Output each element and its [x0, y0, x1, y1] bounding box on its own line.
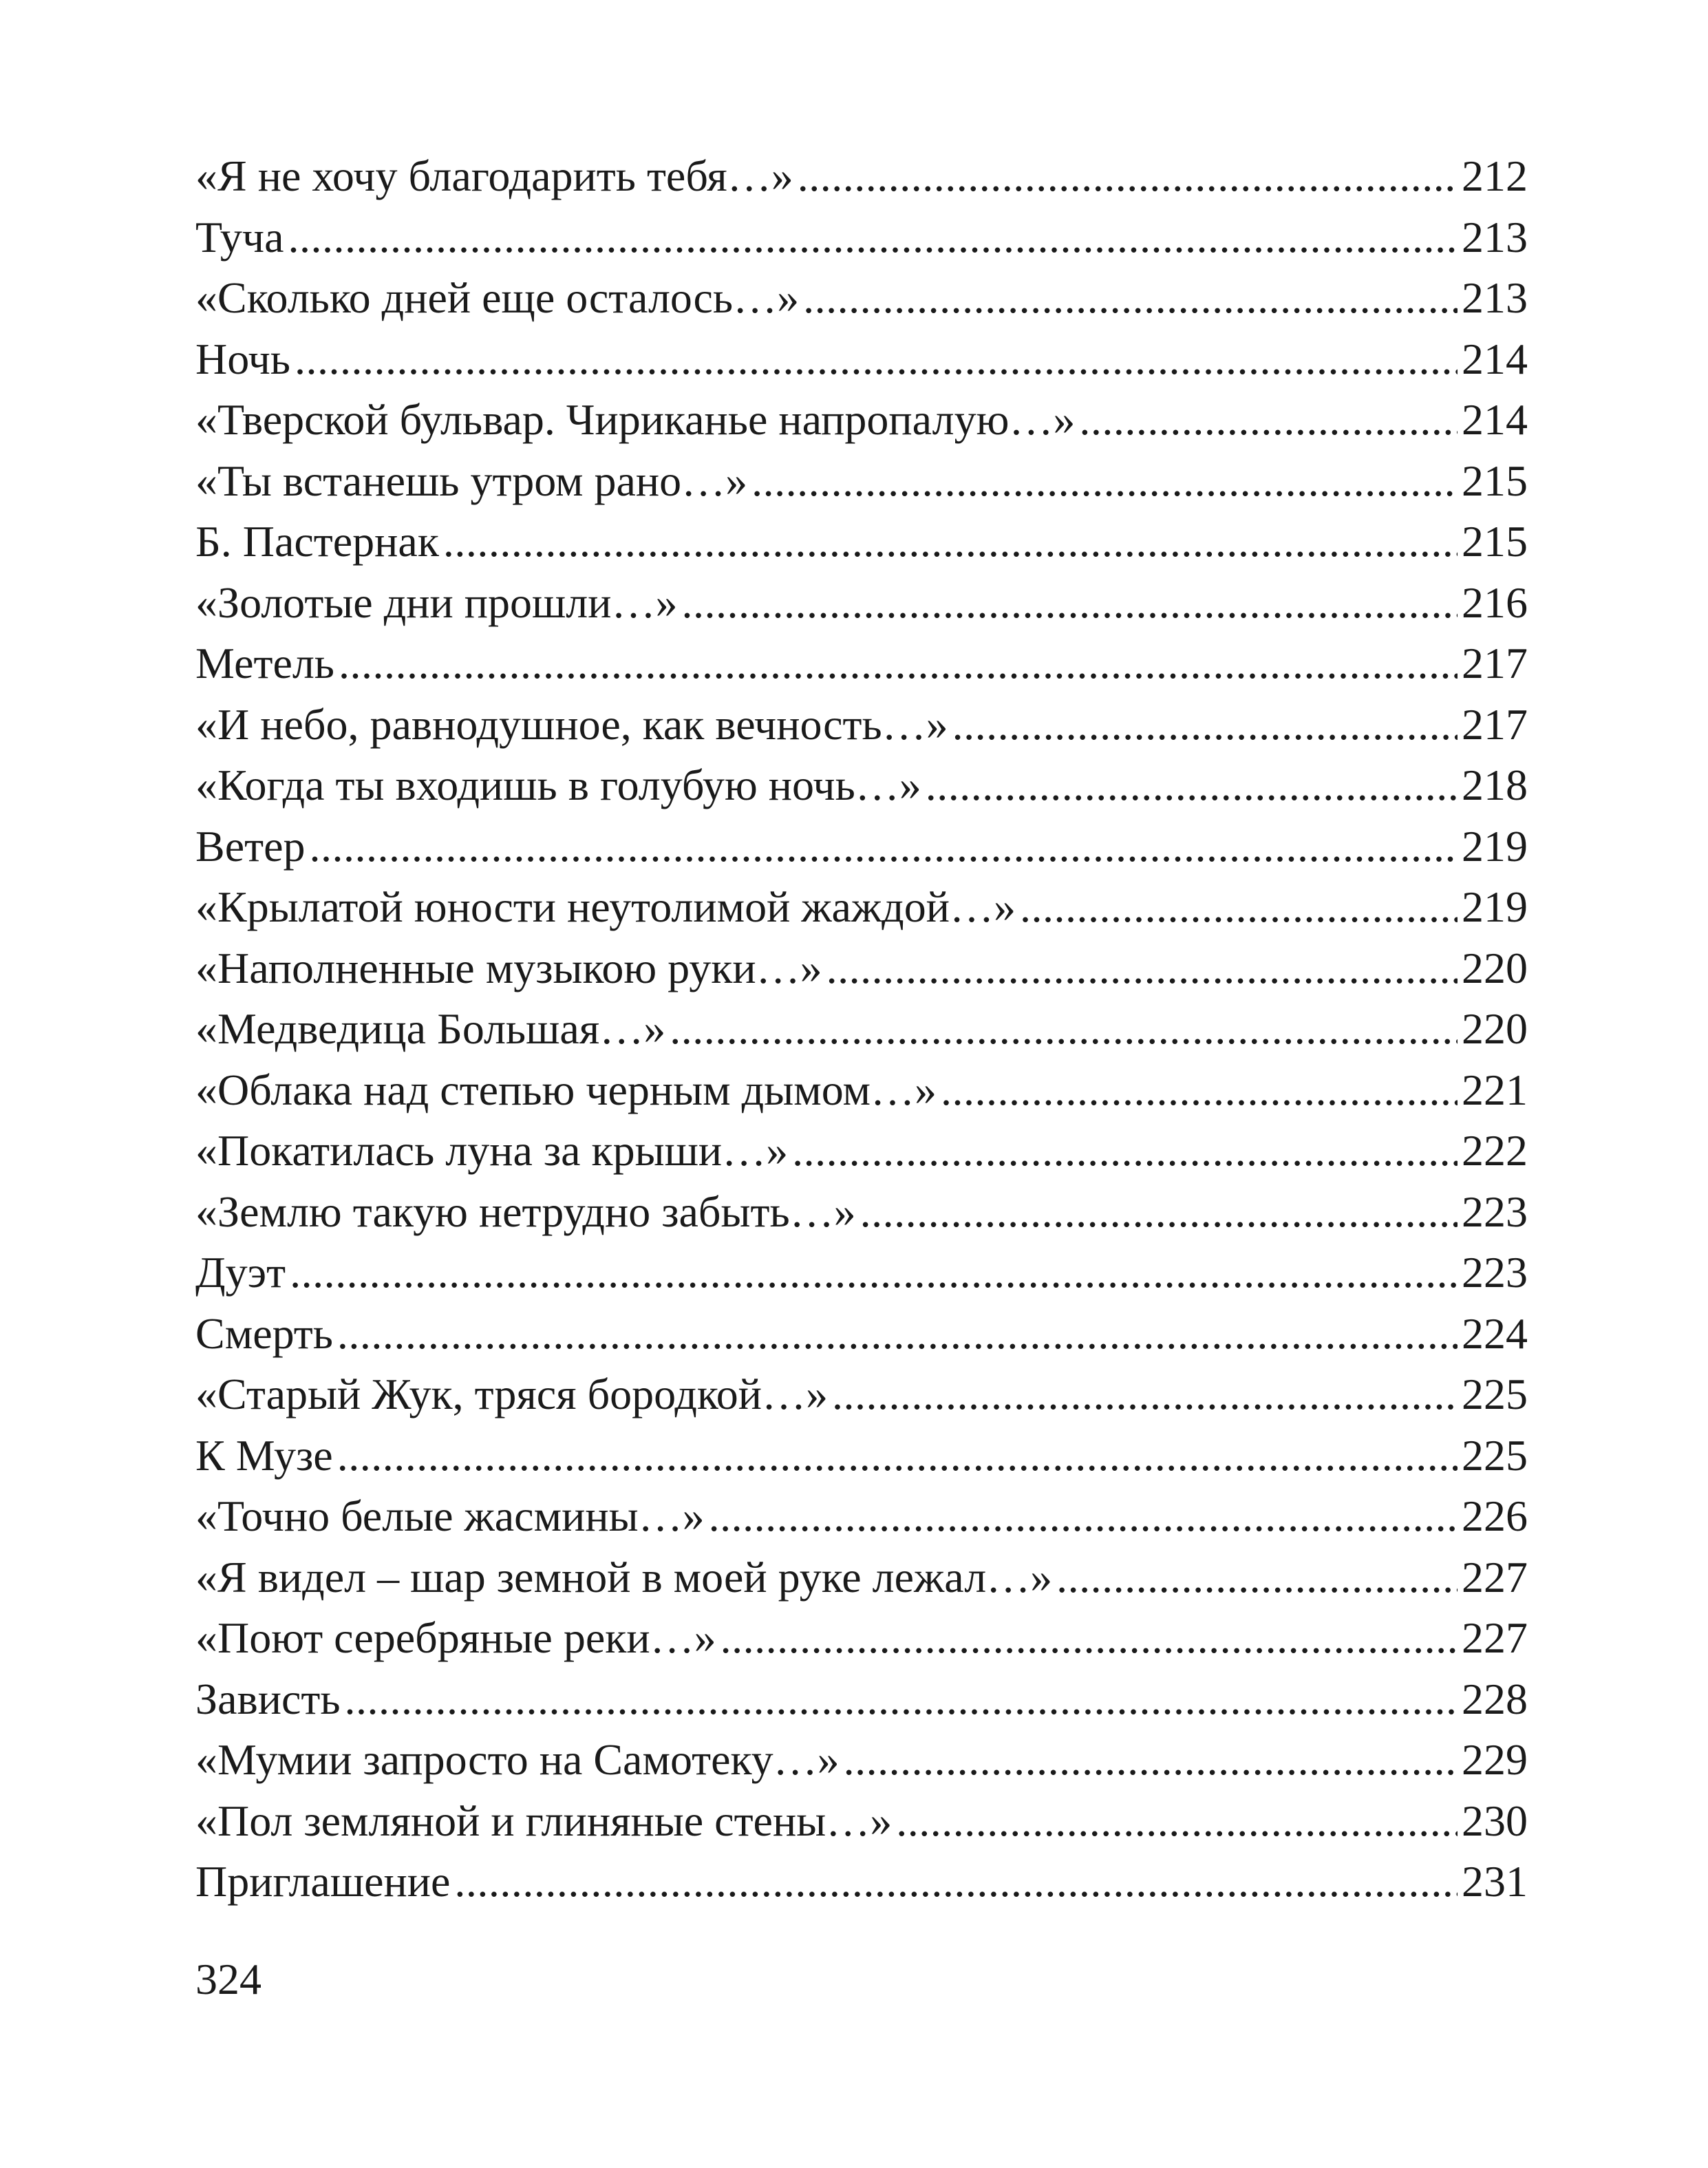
- toc-entry-title: «Я видел – шар земной в моей руке лежал…»: [195, 1552, 1053, 1602]
- toc-entry: [195, 1425, 1528, 1487]
- dot-leader: [454, 1851, 1458, 1913]
- toc-entry-page: 227: [1462, 1613, 1528, 1662]
- toc-entry-title: «Крылатой юности неутолимой жаждой…»: [195, 882, 1016, 931]
- dot-leader: [832, 1364, 1458, 1425]
- dot-leader: [751, 451, 1458, 512]
- toc-entry-title: «Старый Жук, тряся бородкой…»: [195, 1370, 828, 1418]
- toc-entry-page: 219: [1462, 821, 1528, 871]
- dot-leader: [288, 207, 1458, 268]
- dot-leader: [339, 633, 1458, 694]
- dot-leader: [295, 329, 1458, 390]
- toc-entry: [195, 1730, 1528, 1791]
- toc-entry-title: «Точно белые жасмины…»: [195, 1491, 705, 1540]
- toc-entry: [195, 207, 1528, 268]
- toc-entry: [195, 1851, 1528, 1913]
- dot-leader: [290, 1242, 1458, 1304]
- toc-entry-title: «Я не хочу благодарить тебя…»: [195, 151, 793, 200]
- dot-leader: [720, 1608, 1458, 1669]
- toc-entry-title: Приглашение: [195, 1857, 451, 1906]
- toc-entry: [195, 511, 1528, 573]
- dot-leader: [860, 1182, 1458, 1243]
- toc-entry-page: 225: [1462, 1370, 1528, 1418]
- toc-entry-title: «Мумии запросто на Самотеку…»: [195, 1735, 840, 1784]
- toc-entry-title: «Землю такую нетрудно забыть…»: [195, 1187, 856, 1236]
- toc-entry: [195, 999, 1528, 1060]
- toc-entry-title: Зависть: [195, 1674, 341, 1723]
- toc-entry-title: «И небо, равнодушное, как вечность…»: [195, 699, 948, 749]
- toc-entry-title: «Пол земляной и глиняные стены…»: [195, 1796, 893, 1845]
- toc-entry-title: «Наполненные музыкою руки…»: [195, 943, 822, 992]
- toc-entry-page: 220: [1462, 1004, 1528, 1053]
- dot-leader: [844, 1730, 1458, 1791]
- toc-entry-title: «Сколько дней еще осталось…»: [195, 273, 800, 322]
- toc-entry-title: Б. Пастернак: [195, 517, 439, 566]
- toc-entry-title: «Поют серебряные реки…»: [195, 1613, 716, 1662]
- toc-entry-page: 215: [1462, 456, 1528, 505]
- dot-leader: [826, 938, 1458, 999]
- toc-entry-page: 223: [1462, 1248, 1528, 1297]
- table-of-contents: [195, 146, 1528, 1913]
- dot-leader: [443, 511, 1458, 573]
- dot-leader: [941, 1060, 1458, 1121]
- toc-entry-page: 222: [1462, 1126, 1528, 1175]
- toc-entry-title: Дуэт: [195, 1248, 286, 1297]
- toc-entry-page: 217: [1462, 639, 1528, 688]
- toc-entry-title: «Когда ты входишь в голубую ночь…»: [195, 761, 921, 809]
- toc-entry-page: 213: [1462, 273, 1528, 322]
- toc-entry: [195, 1304, 1528, 1365]
- dot-leader: [803, 268, 1458, 329]
- toc-entry-page: 215: [1462, 517, 1528, 566]
- toc-entry: [195, 1120, 1528, 1182]
- toc-entry: [195, 390, 1528, 451]
- toc-entry-page: 216: [1462, 577, 1528, 627]
- toc-entry-page: 217: [1462, 699, 1528, 749]
- dot-leader: [896, 1791, 1458, 1852]
- toc-entry-page: 231: [1462, 1857, 1528, 1906]
- toc-entry-title: «Покатилась луна за крыши…»: [195, 1126, 789, 1175]
- dot-leader: [798, 146, 1458, 207]
- dot-leader: [670, 999, 1458, 1060]
- toc-entry: [195, 877, 1528, 938]
- toc-entry-title: «Медведица Большая…»: [195, 1004, 666, 1053]
- toc-entry-title: «Облака над степью черным дымом…»: [195, 1065, 937, 1114]
- dot-leader: [1056, 1547, 1458, 1608]
- toc-entry: [195, 268, 1528, 329]
- toc-entry-page: 221: [1462, 1065, 1528, 1114]
- toc-entry-title: «Тверской бульвар. Чириканье напропалую…»: [195, 395, 1076, 444]
- dot-leader: [337, 1304, 1458, 1365]
- toc-entry: [195, 755, 1528, 816]
- dot-leader: [1020, 877, 1458, 938]
- toc-entry: [195, 694, 1528, 756]
- toc-entry-page: 227: [1462, 1552, 1528, 1602]
- dot-leader: [337, 1425, 1458, 1487]
- dot-leader: [926, 755, 1458, 816]
- toc-entry-page: 219: [1462, 882, 1528, 931]
- dot-leader: [792, 1120, 1458, 1182]
- toc-entry: [195, 146, 1528, 207]
- toc-entry-page: 214: [1462, 395, 1528, 444]
- page-number: 324: [195, 1955, 261, 2004]
- dot-leader: [309, 816, 1458, 878]
- toc-entry: [195, 1242, 1528, 1304]
- toc-entry: [195, 1547, 1528, 1608]
- toc-entry: [195, 633, 1528, 694]
- toc-entry-page: 213: [1462, 212, 1528, 262]
- toc-entry: [195, 816, 1528, 878]
- dot-leader: [1079, 390, 1458, 451]
- toc-entry: [195, 1060, 1528, 1121]
- toc-entry: [195, 1669, 1528, 1730]
- toc-entry-title: Ветер: [195, 821, 306, 871]
- toc-entry-page: 220: [1462, 943, 1528, 992]
- toc-entry: [195, 451, 1528, 512]
- toc-entry-title: «Ты встанешь утром рано…»: [195, 456, 748, 505]
- toc-entry-page: 212: [1462, 151, 1528, 200]
- toc-entry-title: «Золотые дни прошли…»: [195, 577, 678, 627]
- toc-entry-page: 214: [1462, 334, 1528, 383]
- toc-entry-page: 224: [1462, 1308, 1528, 1358]
- toc-entry-title: К Музе: [195, 1430, 333, 1480]
- toc-entry: [195, 573, 1528, 634]
- dot-leader: [681, 573, 1458, 634]
- toc-entry-page: 223: [1462, 1187, 1528, 1236]
- toc-entry: [195, 1486, 1528, 1547]
- dot-leader: [952, 694, 1458, 756]
- toc-entry: [195, 938, 1528, 999]
- toc-entry-title: Смерть: [195, 1308, 333, 1358]
- toc-entry-page: 228: [1462, 1674, 1528, 1723]
- toc-entry-title: Метель: [195, 639, 334, 688]
- toc-entry-page: 226: [1462, 1491, 1528, 1540]
- toc-entry: [195, 1364, 1528, 1425]
- toc-entry-page: 229: [1462, 1735, 1528, 1784]
- dot-leader: [709, 1486, 1458, 1547]
- toc-entry-page: 225: [1462, 1430, 1528, 1480]
- toc-entry-page: 230: [1462, 1796, 1528, 1845]
- toc-entry-title: Ночь: [195, 334, 290, 383]
- toc-entry: [195, 1791, 1528, 1852]
- toc-entry: [195, 1608, 1528, 1669]
- toc-entry-title: Туча: [195, 212, 284, 262]
- toc-entry: [195, 1182, 1528, 1243]
- toc-entry: [195, 329, 1528, 390]
- dot-leader: [345, 1669, 1458, 1730]
- toc-entry-page: 218: [1462, 761, 1528, 809]
